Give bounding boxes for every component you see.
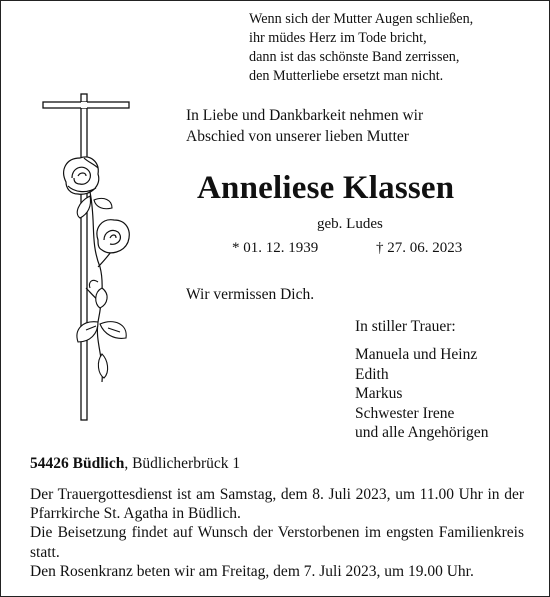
address — [30, 455, 240, 473]
intro-line: In Liebe und Dankbarkeit nehmen wir — [186, 107, 424, 124]
service-detail: Der Trauergottesdienst ist am Samstag, dem 8. Juli 2023, um 11.00 Uhr in der Pfarrkirche St. Agatha in Büdlich. — [30, 486, 524, 523]
death-date: † 27. 06. 2023 — [376, 240, 463, 256]
poem-line: ihr müdes Herz im Tode bricht, — [249, 30, 427, 46]
farewell-line: Wir vermissen Dich. — [186, 286, 315, 303]
address-street: , Büdlicherbrück 1 — [124, 455, 241, 472]
mourner-name: Manuela und Heinz — [355, 346, 478, 363]
mourner-name: Markus — [355, 385, 403, 402]
deceased-name: Anneliese Klassen — [197, 170, 455, 206]
service-details — [30, 485, 524, 581]
mourners-heading: In stiller Trauer: — [355, 318, 456, 335]
intro-text — [186, 105, 423, 147]
address-town: 54426 Büdlich — [30, 455, 125, 472]
maiden-name: geb. Ludes — [317, 216, 383, 232]
mourners-list — [355, 345, 488, 443]
cross-with-roses-illustration — [38, 92, 158, 427]
poem-line: dann ist das schönste Band zerrissen, — [249, 49, 460, 65]
poem-line: den Mutterliebe ersetzt man nicht. — [249, 68, 444, 84]
poem — [249, 10, 473, 86]
service-detail: Die Beisetzung findet auf Wunsch der Verstorbenen im engsten Familienkreis statt. — [30, 524, 524, 561]
birth-date: * 01. 12. 1939 — [232, 240, 319, 256]
mourner-name: Schwester Irene — [355, 404, 455, 422]
poem-line: Wenn sich der Mutter Augen schließen, — [249, 11, 474, 27]
mourner-name: Edith — [355, 365, 389, 383]
service-detail: Den Rosenkranz beten wir am Freitag, dem 7. Juli 2023, um 19.00 Uhr. — [30, 562, 474, 580]
mourner-name: und alle Angehörigen — [355, 424, 489, 441]
intro-line: Abschied von unserer lieben Mutter — [186, 128, 409, 145]
